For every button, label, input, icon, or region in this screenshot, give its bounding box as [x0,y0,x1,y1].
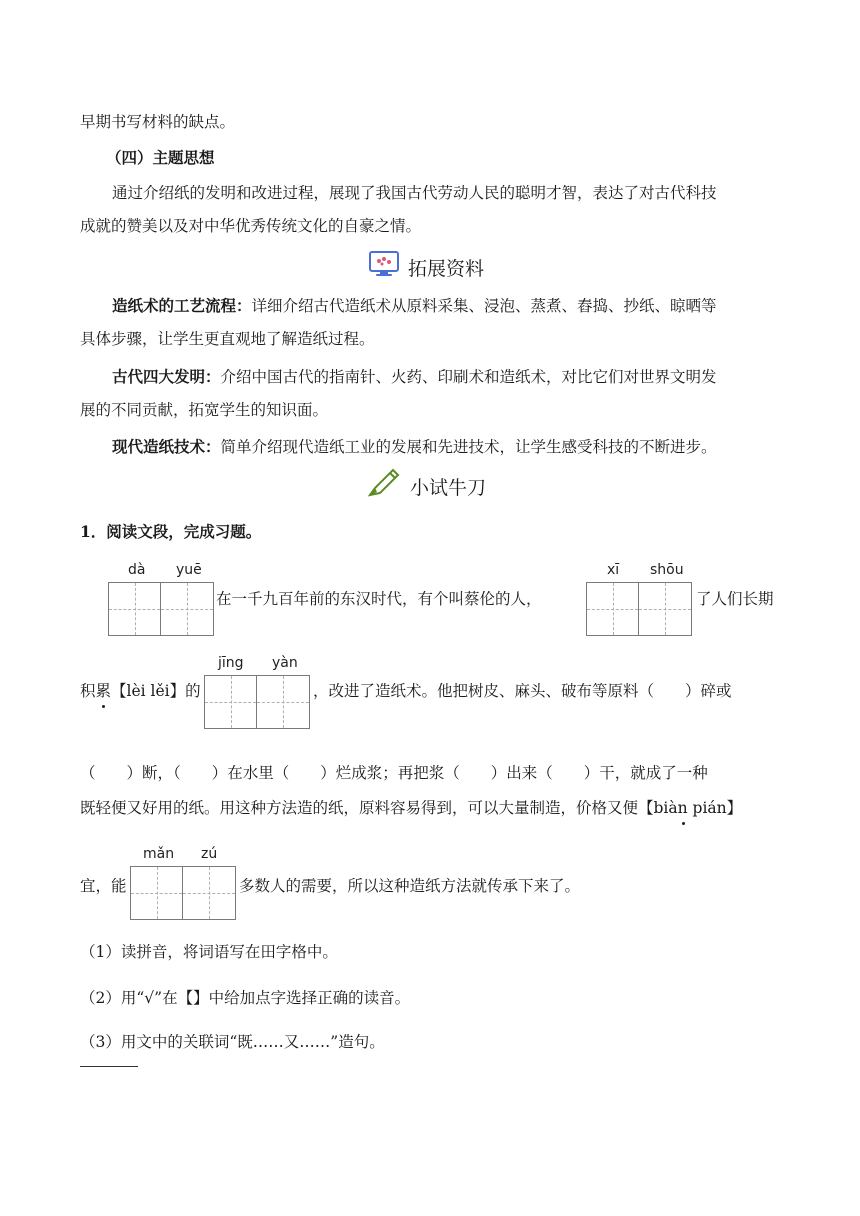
pinyin-shou: shōu [650,562,684,578]
tianzige-dayue[interactable] [108,582,214,636]
pinyin-xi: xī [607,562,620,578]
expand-item-3-line-1 [112,435,812,459]
pinyin-yue: yuē [176,562,202,578]
tianzige-cell[interactable] [205,676,257,728]
sub-question-3: （3）用文中的关联词“既……又……”造句。 [80,1033,385,1051]
question-1-title: 1．阅读文段，完成习题。 [80,522,262,541]
passage-line-1-middle: 在一千九百年前的东汉时代，有个叫蔡伦的人， [216,590,542,608]
intro-tail-text: 早期书写材料的缺点。 [80,113,236,131]
practice-title: 小试牛刀 [410,477,487,499]
expand-item-1-line-2: 具体步骤，让学生更直观地了解造纸过程。 [80,330,375,348]
expand-title: 拓展资料 [408,258,485,280]
tianzige-cell[interactable] [183,867,235,919]
pen-writing-icon [367,466,403,498]
sub-question-1: （1）读拼音，将词语写在田字格中。 [80,943,338,961]
tianzige-xishou[interactable] [586,582,692,636]
tianzige-manzu[interactable] [130,866,236,920]
theme-heading: （四）主题思想 [106,148,215,167]
pinyin-jing: jīng [218,655,244,671]
expand-item-1-text: 详细介绍古代造纸术从原料采集、浸泡、蒸煮、舂捣、抄纸、晾晒等 [251,297,717,315]
footnote-divider [80,1066,138,1067]
expand-item-2-term: 古代四大发明： [112,367,221,386]
tianzige-cell[interactable] [587,583,639,635]
tianzige-cell[interactable] [131,867,183,919]
pinyin-da: dà [128,562,146,578]
expand-item-1-line-1 [112,294,812,318]
theme-line-2: 成就的赞美以及对中华优秀传统文化的自豪之情。 [80,217,422,235]
passage-line-1-end: 了人们长期 [696,590,774,608]
expand-item-1-term: 造纸术的工艺流程： [112,296,252,315]
emphasis-dot [682,822,685,825]
emphasis-dot [102,705,105,708]
expand-item-3-text: 简单介绍现代造纸工业的发展和先进技术，让学生感受科技的不断进步。 [220,438,717,456]
pinyin-man: mǎn [143,846,175,862]
pinyin-zu: zú [201,846,218,862]
passage-line-3: （ ）断，（ ）在水里（ ）烂成浆；再把浆（ ）出来（ ）干，就成了一种 [80,764,708,782]
expand-item-3-term: 现代造纸技术： [112,437,221,456]
tianzige-jingyan[interactable] [204,675,310,729]
expand-item-2-line-1 [112,365,812,389]
passage-line-5-start: 宜，能 [80,877,127,895]
sub-question-2: （2）用“√”在【】中给加点字选择正确的读音。 [80,989,411,1007]
tianzige-cell[interactable] [109,583,161,635]
passage-line-2-start: 积累【lèi lěi】的 [80,682,201,700]
expand-item-2-text: 介绍中国古代的指南针、火药、印刷术和造纸术，对比它们对世界文明发 [220,368,717,386]
passage-line-5-end: 多数人的需要，所以这种造纸方法就传承下来了。 [239,877,581,895]
expand-item-2-line-2: 展的不同贡献，拓宽学生的知识面。 [80,401,329,419]
pinyin-yan: yàn [272,655,298,671]
theme-line-1: 通过介绍纸的发明和改进过程，展现了我国古代劳动人民的聪明才智，表达了对古代科技 [112,184,717,202]
passage-line-2-end: ，改进了造纸术。他把树皮、麻头、破布等原料（ ）碎或 [313,682,732,700]
tianzige-cell[interactable] [161,583,213,635]
passage-line-4: 既轻便又好用的纸。用这种方法造的纸，原料容易得到，可以大量制造，价格又便【biàn pián】 [80,799,743,817]
tianzige-cell[interactable] [257,676,309,728]
monitor-icon [368,250,400,278]
tianzige-cell[interactable] [639,583,691,635]
